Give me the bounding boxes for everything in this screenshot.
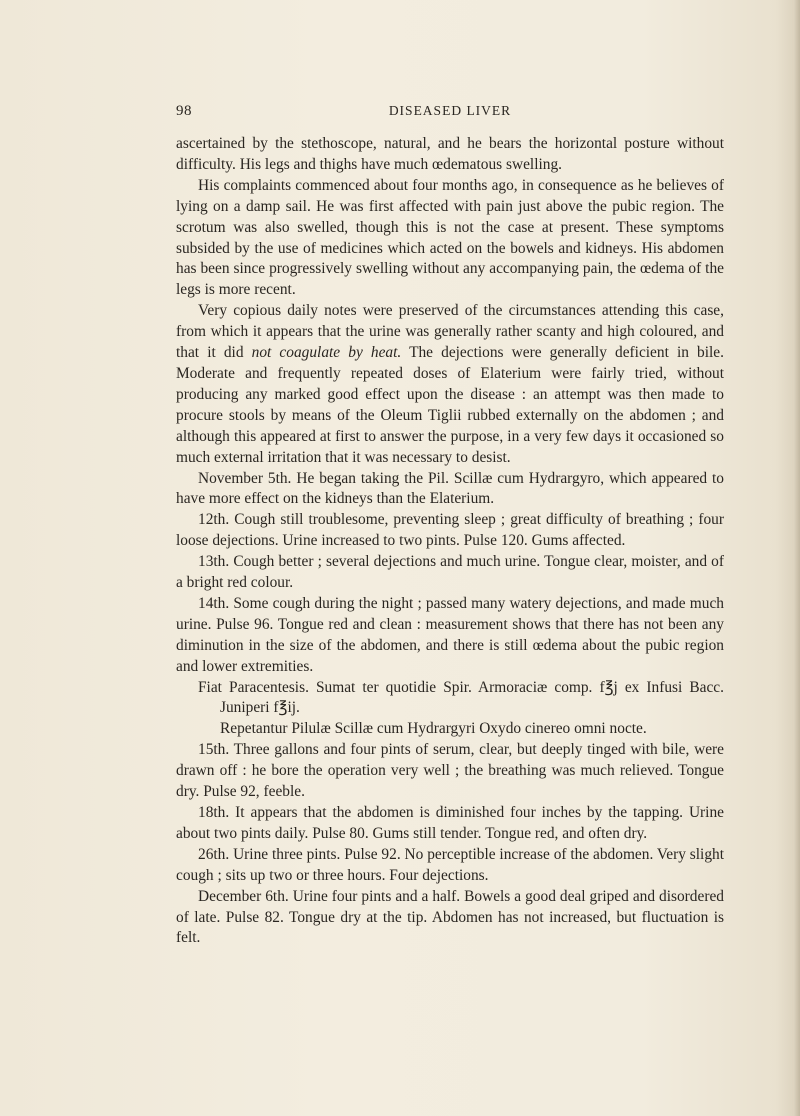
entry-13th: 13th. Cough better ; several dejections and much urine. Tongue clear, moister, and of a bright red colour.	[176, 553, 724, 592]
paragraph-continued: ascertained by the stethoscope, natural, and he bears the horizontal posture without difficulty. His legs and thighs have much œdematous swelling.	[176, 135, 724, 173]
page-header	[176, 103, 724, 125]
prescription-repeat-pills: Repetantur Pilulæ Scillæ cum Hydrargyri Oxydo cinereo omni nocte.	[220, 720, 647, 738]
notes-italic-phrase: not coagulate by heat.	[251, 344, 402, 362]
body-text	[176, 134, 724, 949]
running-head: DISEASED LIVER	[388, 103, 512, 118]
entry-18th: 18th. It appears that the abdomen is diminished four inches by the tapping. Urine about two pints daily. Pulse 80. Gums still tender. Tongue red, and often dry.	[176, 804, 724, 842]
notes-text-end: The dejections were generally deficient in bile. Moderate and frequently repeated doses of Elaterium were fairly tried, without producing any marked good effect upon the disease : an attempt was then made to procure stools by means of the Oleum Tiglii rubbed externally on the abdomen ; and although this appeared at first to answer the purpose, in a very few days it occasioned so much external irritation that it was necessary to desist.	[176, 344, 724, 466]
page-number: 98	[176, 103, 192, 119]
entry-14th: 14th. Some cough during the night ; passed many watery dejections, and made much urine. Pulse 96. Tongue red and clean : measurement shows that there has not been any diminution in the size of the abdomen, and there is still œdema about the pubic region and lower extremities.	[176, 594, 724, 675]
page-edge-shadow	[794, 0, 800, 1116]
paragraph-notes	[176, 301, 724, 468]
entry-december-6: December 6th. Urine four pints and a half. Bowels a good deal griped and disordered of late. Pulse 82. Tongue dry at the tip. Abdomen has not increased, but fluctuation is felt.	[176, 887, 724, 947]
entry-12th: 12th. Cough still troublesome, preventing sleep ; great difficulty of breathing ; four loose dejections. Urine increased to two pints. Pulse 120. Gums affected.	[176, 511, 724, 550]
entry-26th: 26th. Urine three pints. Pulse 92. No perceptible increase of the abdomen. Very slight cough ; sits up two or three hours. Four dejections.	[176, 845, 724, 884]
prescription-paracentesis: Fiat Paracentesis. Sumat ter quotidie Spir. Armoraciæ comp. f℥j ex Infusi Bacc. Juniperi f℥ij.	[198, 678, 724, 717]
entry-november-5: November 5th. He began taking the Pil. Scillæ cum Hydrargyro, which appeared to have more effect on the kidneys than the Elaterium.	[176, 469, 724, 508]
entry-15th: 15th. Three gallons and four pints of serum, clear, but deeply tinged with bile, were drawn off : he bore the operation very well ; the breathing was much relieved. Tongue dry. Pulse 92, feeble.	[176, 741, 724, 801]
notes-text-start: Very copious daily notes were preserved of the circumstances attending this case, from which it appears that the urine was generally rather scanty and high coloured, and that it did	[176, 302, 724, 362]
paragraph-complaints: His complaints commenced about four months ago, in consequence as he believes of lying on a damp sail. He was first affected with pain just above the pubic region. The scrotum was also swelled, though this is not the case at present. These symptoms subsided by the use of medicines which acted on the bowels and kidneys. His abdomen has been since progressively swelling without any accompanying pain, the œdema of the legs is more recent.	[176, 176, 724, 299]
